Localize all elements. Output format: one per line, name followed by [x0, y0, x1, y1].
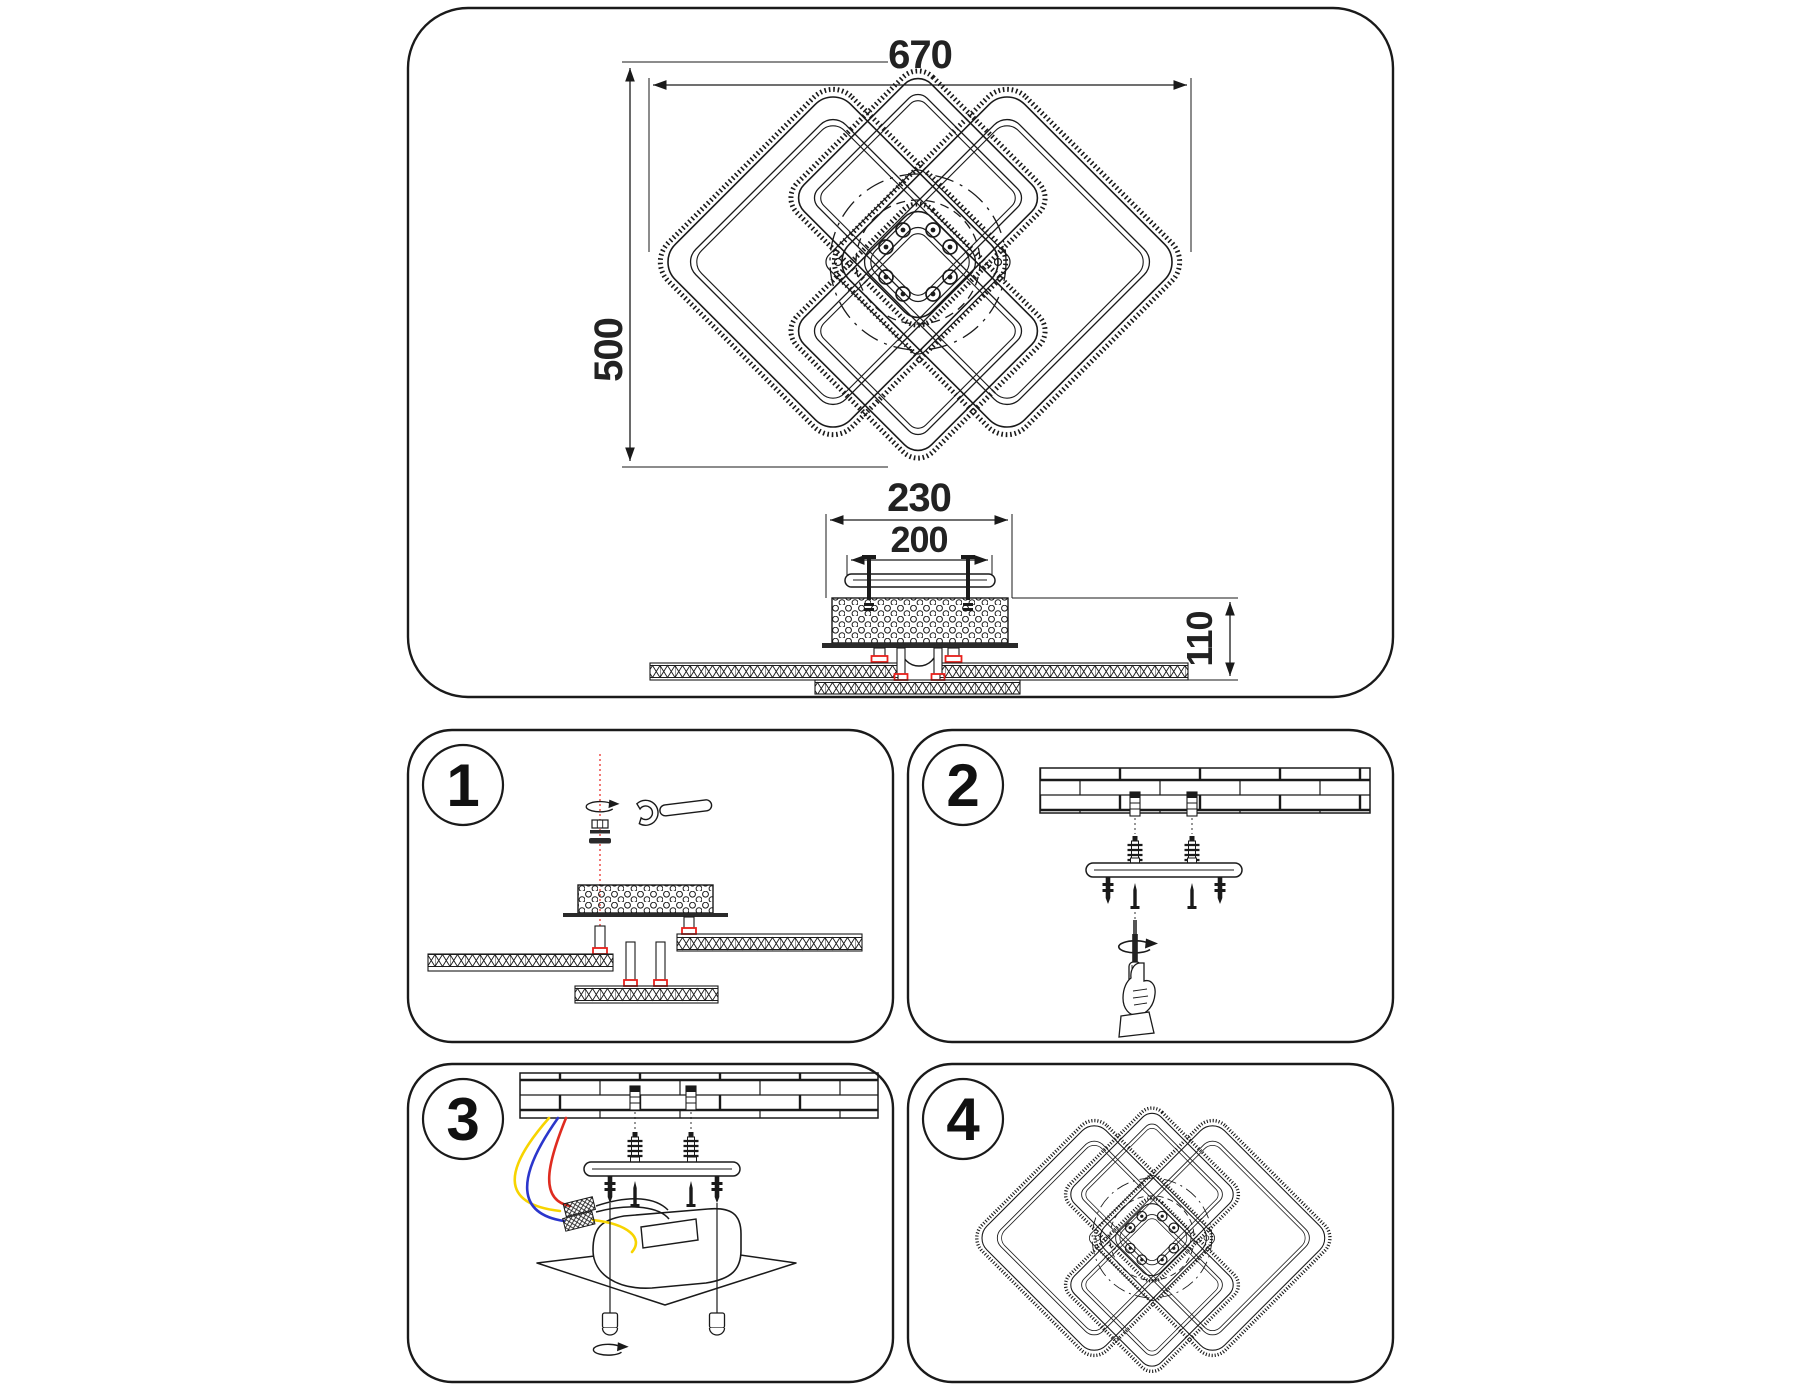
- step-1-number: 1: [446, 752, 480, 819]
- washer-icon: [589, 838, 611, 844]
- canopy-exploded: [578, 885, 713, 913]
- canopy-plate-side: [822, 643, 1018, 648]
- dim-label-500: 500: [587, 318, 631, 382]
- step-3-number: 3: [446, 1086, 480, 1153]
- step-3-panel: [408, 1064, 893, 1382]
- step-2-panel: [908, 730, 1393, 1042]
- wall-plug-icon: [686, 1086, 696, 1110]
- canopy-dome-3d: [593, 1209, 741, 1288]
- ring-bar-right: [677, 934, 862, 951]
- canopy-plate-exploded: [563, 913, 728, 917]
- main-panel-border: [408, 8, 1393, 697]
- cap-nut-icon: [603, 1313, 618, 1335]
- step-4-panel: [908, 1064, 1393, 1382]
- step-1-panel: [408, 730, 893, 1042]
- dim-label-200: 200: [890, 519, 948, 560]
- ceiling-brick: [520, 1073, 878, 1118]
- crystal-ring-bar: [940, 663, 1188, 680]
- nut-icon: [590, 820, 610, 834]
- ring-bar-lower: [575, 986, 718, 1003]
- dim-label-230: 230: [887, 476, 951, 520]
- dim-label-670: 670: [888, 33, 952, 77]
- step-2-number: 2: [946, 752, 980, 819]
- cap-nut-icon: [710, 1313, 725, 1335]
- canopy-side: [832, 598, 1008, 643]
- wall-plug-icon: [1187, 792, 1197, 816]
- wall-plug-icon: [1130, 792, 1140, 816]
- ceiling-brick: [1040, 768, 1370, 813]
- wall-plug-icon: [630, 1086, 640, 1110]
- ring-bar-left: [428, 954, 613, 971]
- step-4-number: 4: [946, 1086, 980, 1153]
- crystal-ring-bar: [650, 663, 898, 680]
- crystal-ring-bar-lower: [815, 680, 1020, 694]
- main-drawing-panel: [408, 8, 1393, 697]
- dim-label-110: 110: [1179, 611, 1220, 667]
